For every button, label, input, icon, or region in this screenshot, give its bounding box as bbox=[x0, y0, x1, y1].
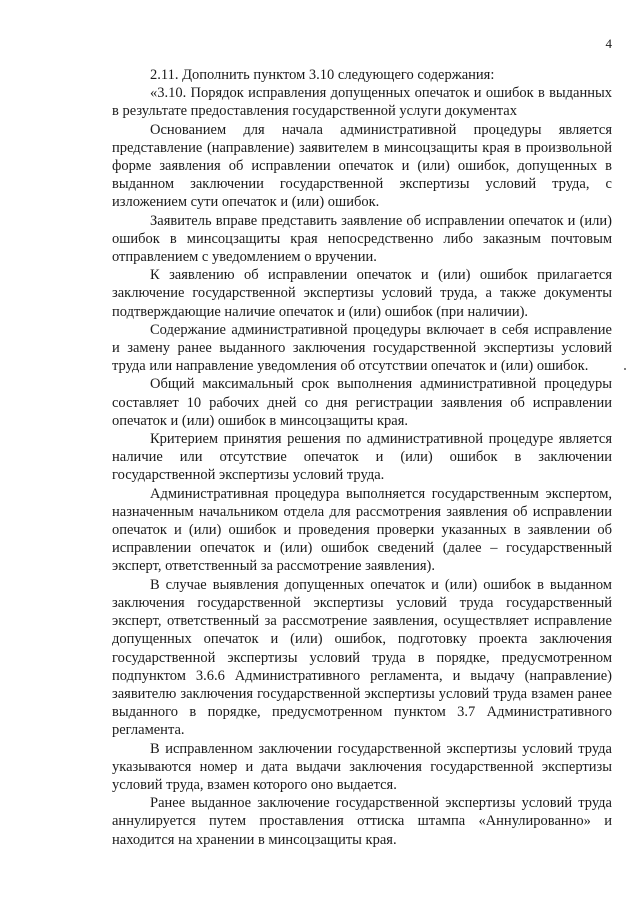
paragraph-error-correction: В случае выявления допущенных опечаток и (или) ошибок в выданном заключения государственной экспертизы условий труда государственный эксперт, ответственный за рассмотрение заявления, осуществляет исправление допущенных опечаток и (или) ошибок, подготовку проекта заключения государственной экспертизы условий труда в порядке, предусмотренном подпунктом 3.6.6 Административного регламента, и выдачу (направление) заявителю заключения государственной экспертизы условий труда взамен ранее выданного в порядке, предусмотренном пунктом 3.7 Административного регламента. bbox=[112, 576, 612, 739]
paragraph-corrected-conclusion: В исправленном заключении государственной экспертизы условий труда указываются номер и дата выдачи заключения государственной экспертизы условий труда, взамен которого оно выдается. bbox=[112, 740, 612, 793]
paragraph-max-duration: Общий максимальный срок выполнения административной процедуры составляет 10 рабочих дней со дня регистрации заявления об исправлении опечаток и (или) ошибок в минсоцзащиты края. bbox=[112, 376, 612, 429]
paragraph-amendment-intro: 2.11. Дополнить пунктом 3.10 следующего содержания: bbox=[150, 67, 495, 83]
paragraph-grounds: Основанием для начала административной процедуры является представление (направление) заявителем в минсоцзащиты края в произвольной форме заявления об исправлении опечаток и (или) ошибок, допущенных в выданном заключении государственной экспертизы условий труда, с изложением сути опечаток и (или) ошибок. bbox=[112, 121, 612, 211]
paragraph-annulment: Ранее выданное заключение государственной экспертизы условий труда аннулируется путем проставления оттиска штампа «Аннулированно» и находится на хранении в минсоцзащиты края. bbox=[112, 795, 612, 848]
paragraph-submission-method: Заявитель вправе представить заявление об исправлении опечаток и (или) ошибок в минсоцзащиты края непосредственно либо заказным почтовым отправлением с уведомлением о вручении. bbox=[112, 212, 612, 266]
paragraph-decision-criterion: Критерием принятия решения по административной процедуре является наличие или отсутствие опечаток и (или) ошибок в заключении государственной экспертизы условий труда. bbox=[112, 431, 612, 484]
scan-artifact-dot bbox=[624, 368, 626, 370]
paragraph-attachments: К заявлению об исправлении опечаток и (или) ошибок прилагается заключение государственной экспертизы условий труда, а также документы подтверждающие наличие опечаток и (или) ошибок (при наличии). bbox=[112, 267, 612, 320]
document-body bbox=[112, 66, 612, 849]
page-number: 4 bbox=[605, 36, 612, 51]
paragraph-responsible-expert: Административная процедура выполняется государственным экспертом, назначенным начальником отдела для рассмотрения заявления об исправлении опечаток и (или) ошибок и проведения проверки указанных в заявлении об исправлении опечаток и (или) ошибок сведений (далее – государственный эксперт, ответственный за рассмотрение заявления). bbox=[112, 485, 612, 575]
paragraph-procedure-content: Содержание административной процедуры включает в себя исправление и замену ранее выданного заключения государственной экспертизы условий труда или направление уведомления об отсутствии опечаток и (или) ошибок. bbox=[112, 321, 612, 375]
paragraph-section-heading: «3.10. Порядок исправления допущенных опечаток и ошибок в выданных в результате предоставления государственной услуги документах bbox=[112, 85, 612, 120]
